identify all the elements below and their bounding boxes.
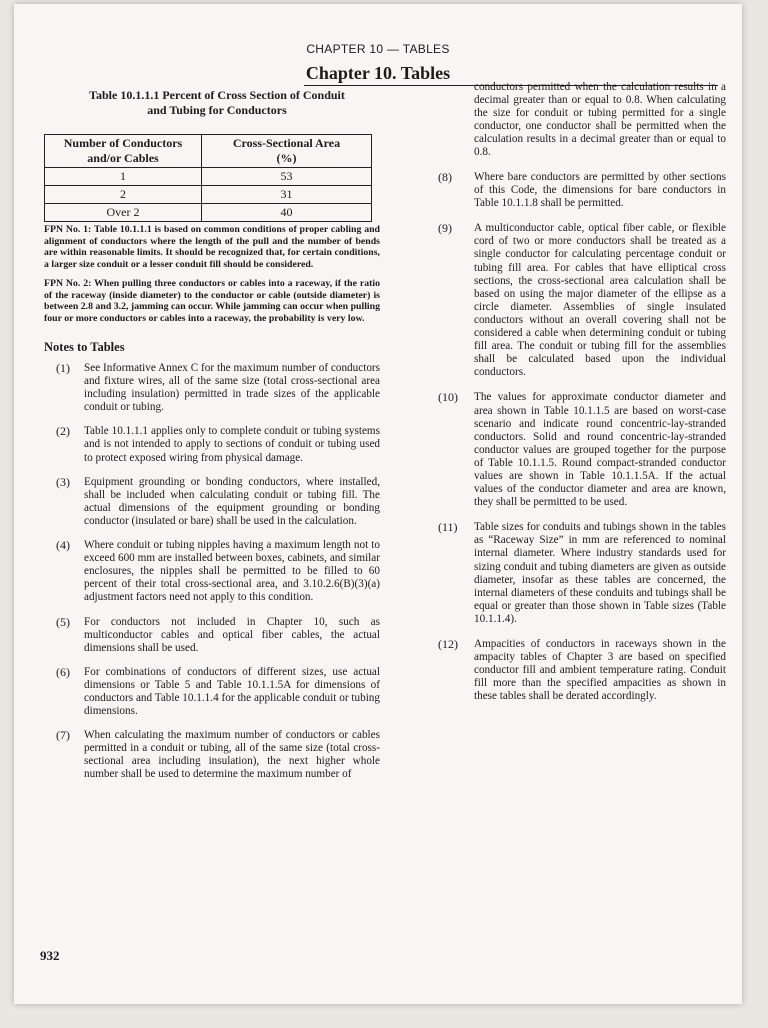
list-item: [422, 521, 726, 626]
list-item: [44, 539, 380, 604]
note-text: A multiconductor cable, optical fiber cable, or flexible cord of two or more conductors shall be treated as a single conductor for calculating percentage conduit or tubing fill area. For cables that have elliptical cross sections, the cross-sectional area calculation shall be based on using the major diameter of the ellipse as a circle diameter. Assemblies of single insulated conductors without an overall covering shall not be considered a cable when determining conduit or tubing fill area. The conduit or tubing fill for the assemblies shall be calculated based upon the individual conductors.: [474, 222, 726, 379]
table-caption-line1: Table 10.1.1.1 Percent of Cross Section of Conduit: [89, 88, 345, 102]
cell-count: 1: [45, 168, 202, 186]
note-text: The values for approximate conductor diameter and area shown in Table 10.1.1.5 are based on worst-case scenario and indicate round concentric-lay-stranded conductors. Solid and round concentric-lay-stranded conductor values are grouped together for the purpose of Table 10.1.1.5. Round compact-stranded conductor values are shown in Table 10.1.1.5A. If the actual values of the conductor diameter and area are known, they shall be permitted to be used.: [474, 391, 726, 509]
conduit-fill-table: [44, 134, 372, 222]
col-header-conductors-b: and/or Cables: [87, 151, 159, 165]
note-text: Equipment grounding or bonding conductors, where installed, shall be included when calculating conduit or tubing fill. The actual dimensions of the equipment grounding or bonding conductor (insulated or bare) shall be used in the calculation.: [84, 475, 380, 527]
list-item: [44, 666, 380, 718]
col-header-area: [202, 135, 372, 168]
table-row: [45, 204, 372, 222]
col-header-conductors-a: Number of Conductors: [63, 136, 183, 150]
list-item: [44, 425, 380, 464]
table-caption: [54, 88, 380, 118]
note-number: (3): [56, 474, 70, 489]
note-number: (2): [56, 424, 70, 439]
list-item: [422, 171, 726, 210]
col-header-conductors: [45, 135, 202, 168]
note-number: (6): [56, 664, 70, 679]
note-number: (1): [56, 361, 70, 375]
list-item: [422, 391, 726, 509]
note-7-continuation: conductors permitted when the calculation results in a decimal greater than or equal to 0.8. When calculating the size for conduit or tubing permitted for a single conductor, one conductor shall be permitted when the calculation results in a decimal greater than or equal to 0.8.: [474, 81, 726, 158]
list-item: [44, 476, 380, 528]
note-number: (8): [438, 170, 452, 184]
list-item: [422, 222, 726, 379]
note-text: Table sizes for conduits and tubings shown in the tables as “Raceway Size” in mm are referenced to nominal internal diameter. Where industry standards used for sizing conduit and tubing diameters are given as outside diameter, insofar as these tables are concerned, the internal diameters of these conduits and tubings shall be equal or greater than those shown in Table sizes (Table 10.1.1.4).: [474, 521, 726, 625]
note-text: Where conduit or tubing nipples having a maximum length not to exceed 600 mm are installed between boxes, cabinets, and similar enclosures, the nipples shall be permitted to be filled to 60 percent of their total cross-sectional area, and 3.10.2.6(B)(3)(a) adjustment factors need not apply to this condition.: [84, 539, 380, 604]
table-row: [45, 186, 372, 204]
right-column: [422, 81, 726, 715]
note-number: (5): [56, 614, 70, 629]
note-text: Ampacities of conductors in raceways shown in the ampacity tables of Chapter 3 are based on specified conductor fill and ambient temperature rating. Conduit fill more than the specified ampacities as shown in these tables shall be derated accordingly.: [474, 638, 726, 703]
note-text: For combinations of conductors of different sizes, use actual dimensions or Table 5 and Table 10.1.1.5A for dimensions of conductors and Table 10.1.1.4 for the applicable conduit or tubing dimensions.: [84, 665, 380, 718]
note-number: (4): [56, 538, 70, 553]
notes-heading: Notes to Tables: [44, 340, 125, 354]
cell-area: 53: [202, 168, 372, 186]
table-header-row: [45, 135, 372, 168]
left-column: [44, 88, 380, 793]
page-title: Chapter 10. Tables: [305, 63, 451, 83]
cell-area: 40: [202, 204, 372, 222]
fine-print-note-1: FPN No. 1: Table 10.1.1.1 is based on common conditions of proper cabling and alignment of conductors where the length of the pull and the number of bends are within reasonable limits. It should be recognized that, for certain conditions, a larger size conduit or a lesser conduit fill should be considered.: [44, 224, 380, 270]
fine-print-note-2: FPN No. 2: When pulling three conductors or cables into a raceway, if the ratio of the raceway (inside diameter) to the conductor or cable (outside diameter) is between 2.8 and 3.2, jamming can occur. While jamming can occur when pulling four or more conductors or cables into a raceway, the probability is very low.: [44, 278, 380, 324]
col-header-area-a: Cross-Sectional Area: [232, 136, 341, 150]
note-text: Where bare conductors are permitted by other sections of this Code, the dimensions for bare conductors in Table 10.1.1.8 shall be permitted.: [474, 171, 726, 210]
table-caption-line2: and Tubing for Conductors: [147, 103, 287, 117]
list-item: [44, 729, 380, 781]
note-number: (12): [438, 637, 458, 651]
note-number: (11): [438, 520, 458, 535]
list-item: [44, 362, 380, 414]
note-text: For conductors not included in Chapter 10, such as multiconductor cables and optical fiber cables, the actual dimensions shall be used.: [84, 615, 380, 654]
note-text: See Informative Annex C for the maximum number of conductors and fixture wires, all of the same size (total cross-sectional area including insulation) permitted in trade sizes of the applicable conduit or tubing.: [84, 362, 380, 414]
page-number: 932: [40, 948, 60, 963]
note-text: When calculating the maximum number of conductors or cables permitted in a conduit or tubing, all of the same size (total cross-sectional area including insulation), the next higher whole number shall be used to determine the maximum number of: [84, 729, 380, 781]
list-item: [44, 616, 380, 655]
running-header: CHAPTER 10 — TABLES: [306, 42, 450, 56]
cell-count: Over 2: [45, 204, 202, 222]
list-item: [422, 638, 726, 703]
document-page: [14, 4, 742, 1004]
note-number: (10): [438, 390, 458, 405]
cell-count: 2: [45, 186, 202, 204]
table-row: [45, 168, 372, 186]
cell-area: 31: [202, 186, 372, 204]
note-text: Table 10.1.1.1 applies only to complete conduit or tubing systems and is not intended to apply to sections of conduit or tubing used to protect exposed wiring from physical damage.: [84, 425, 380, 464]
note-number: (7): [56, 728, 70, 743]
col-header-area-b: (%): [276, 151, 297, 165]
note-number: (9): [438, 221, 452, 236]
